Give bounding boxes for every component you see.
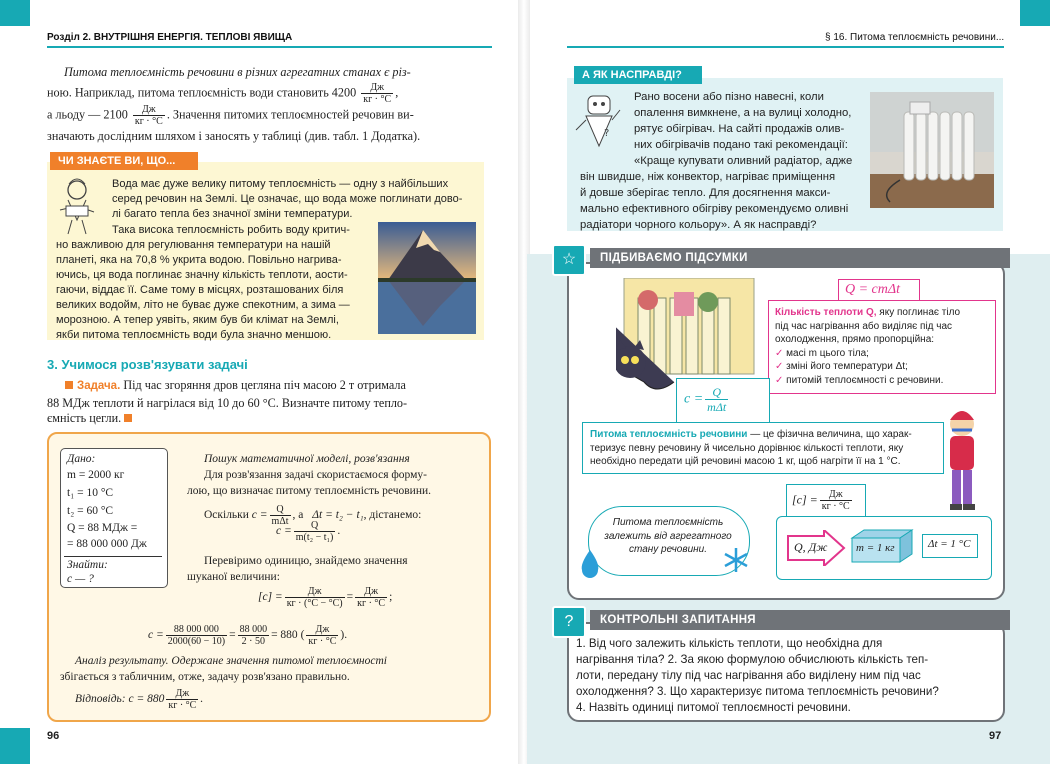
corner-tab (0, 0, 30, 26)
page-number: 96 (47, 730, 60, 742)
formula-q: Q = cmΔt (845, 282, 900, 297)
given-title: Дано: (67, 453, 96, 465)
arrow-q-label: Q, Дж (794, 540, 828, 554)
solution-title: Пошук математичної моделі, розв'язання (204, 453, 410, 465)
task-bullet (65, 381, 73, 389)
textbook-spread: Розділ 2. ВНУТРІШНЯ ЕНЕРГІЯ. ТЕПЛОВІ ЯВИЩА Питома теплоємність речовини в різних агрегатних станах є різ- ною. Наприклад, питома теплоємність води становить 4200 $\frac{Дж}{кг \cdot ^\circ С}$ , а льоду — 2100 $\frac{Дж}{кг \cdot ^\circ С}$ . Значення питомих теплоємностей речовин ви- значають дослідним шляхом і заносять у таблиці (див. табл. 1 Додатка). ЧИ ЗНАЄТЕ ВИ, ЩО... Вода має дуже велику питому теплоємність — одну з найбільших серед речовин на Землі. Це означає, що вода може поглинати дово- лі багато тепла без значної зміни температури. Така висока теплоємність робить воду критич- но важливою для регулювання температури на нашій планеті, яка на 70,8 % укрита водою. Повільно нагрива- ючись, ця вода поглинає значну кількість теплоти, аости- гаючи, віддає її. Саме тому в місцях, розташованих біля великих водойм, літо не буває дуже спекотним, а зима — морозною. А тепер уявіть, яким був би клімат на Землі, якби питома теплоємність води була значно меншою. 3. Учимося розв'язувати задачі Задача. Під час згоряння дров цегляна піч масою 2 т отримала 88 МДж теплоти й нагрілася від 10 до 60 °С. Визначте питому тепло- ємність цегли. Дано: m = 2000 кг t₁ = 10 °С t₂ = 60 °С Q = 88 МДж = = 88 000 000 Дж Знайти: c — ? Пошук математичної моделі, розв'язання Для розв'язання задачі скористаємося форму- лою, що визначає питому теплоємність речовини. Оскільки c = $\frac{Q}{\text{mΔt}}$ , а Δt = t₂ − t₁, дістанемо: c = $\frac{Q}{\text{m(t₂ − t₁)}}$ . Перевіримо одиницю, знайдемо значення шуканої величини: [c] = $\frac{Дж}{кг \cdot (^\circ С - ^\circ С)}$ = $\frac{Дж}{кг \cdot ^\circ С}$ ; c = $\frac{88 000 000}{2000(60 - 10)}$ = $\frac{88 000}{2 \cdot 50}$ = 880 ( $\frac{Дж}{кг \cdot ^\circ С}$ ). Аналіз результату. Одержане значення питомої теплоємності збігається з табличним, отже, задачу розв'язано правильно. Відповідь: c = 880 $\frac{Дж}{кг \cdot ^\circ С}$ . 96 § 16. Питома теплоємність речовини... А ЯК НАСПРАВДІ? ? Рано восени або пізно навесні, коли опалення вимкнене, а на вулиці холодно, рятує обігрівач. На сайті продажів олив- них обігрівачів подано такі рекомендації: «Краще купувати оливний радіатор, адже він швидше, ніж конвектор, нагріває приміщення й довше зберігає тепло. Для досягнення макси- мально ефективного обігріву рекомендуємо оливні радіатори чорного кольору». А як насправді? ПІДБИВАЄМО ПІДСУМКИ ☆ Q = cmΔt Кількість теплоти Q, яку поглинає тіло під час нагрівання або виділяє під час охолодження, прямо пропорційна: ✓ масі m цього тіла; ✓ зміні його температури Δt; ✓ питомій теплоємності c речовини. c = $\frac{Q}{\text{mΔt}}$ Питома теплоємність речовини — це фізична величина, що харак- теризує певну речовину й чисельно дорівнює кількості теплоти, яку необхідно передати цій речовині масою 1 кг, щоб нагріти її на 1 °С. [c] = $\frac{Дж}{кг \cdot ^\circ С}$ Питома теплоємність залежить від агрегатного стану речовини. Q, Дж m = 1 кг Δt = 1 °С КОНТРОЛЬНІ ЗАПИТАННЯ ? 1. Від чого залежить кількість теплоти, що необхідна для нагрівання тіла? 2. За якою формулою обчислюють кількість теп- лоти, передану тілу під час нагрівання або виділену ним під час охолодження? 3. Що характеризує питома теплоємність речовини? 4. Назвіть одиниці питомої теплоємності речовини. 97 (0, 0, 1050, 764)
did-you-know-title: ЧИ ЗНАЄТЕ ВИ, ЩО... (50, 152, 198, 170)
left-page: Розділ 2. ВНУТРІШНЯ ЕНЕРГІЯ. ТЕПЛОВІ ЯВИЩА Питома теплоємність речовини в різних агрегатних станах є різ- ною. Наприклад, питома теплоємність води становить 4200 $\frac{Дж}{кг \cdot ^\circ С}$ , а льоду — 2100 $\frac{Дж}{кг \cdot ^\circ С}$ . Значення питомих теплоємностей речовин ви- значають дослідним шляхом і заносять у таблиці (див. табл. 1 Додатка). ЧИ ЗНАЄТЕ ВИ, ЩО... Вода має дуже велику питому теплоємність — одну з найбільших серед речовин на Землі. Це означає, що вода може поглинати дово- лі багато тепла без значної зміни температури. Така висока теплоємність робить воду критич- но важливою для регулювання температури на нашій планеті, яка на 70,8 % укрита водою. Повільно нагрива- ючись, ця вода поглинає значну кількість теплоти, аости- гаючи, віддає її. Саме тому в місцях, розташованих біля великих водойм, літо не буває дуже спекотним, а зима — морозною. А тепер уявіть, яким був би клімат на Землі, якби питома теплоємність води була значно меншою. 3. Учимося розв'язувати задачі Задача. Під час згоряння дров цегляна піч масою 2 т отримала 88 МДж теплоти й нагрілася від 10 до 60 °С. Визначте питому тепло- ємність цегли. Дано: m = 2000 кг t₁ = 10 °С t₂ = 60 °С Q = 88 МДж = = 88 000 000 Дж Знайти: c — ? Пошук математичної моделі, розв'язання Для розв'язання задачі скористаємося форму- лою, що визначає питому теплоємність речовини. Оскільки c = $\frac{Q}{\text{mΔt}}$ , а Δt = t₂ − t₁, дістанемо: c = $\frac{Q}{\text{m(t₂ − t₁)}}$ . Перевіримо одиницю, знайдемо значення шуканої величини: [c] = $\frac{Дж}{кг \cdot (^\circ С - ^\circ С)}$ = $\frac{Дж}{кг \cdot ^\circ С}$ ; c = $\frac{88 000 000}{2000(60 - 10)}$ = $\frac{88 000}{2 \cdot 50}$ = 880 ( $\frac{Дж}{кг \cdot ^\circ С}$ ). Аналіз результату. Одержане значення питомої теплоємності збігається з табличним, отже, задачу розв'язано правильно. Відповідь: c = 880 $\frac{Дж}{кг \cdot ^\circ С}$ . 96 (0, 0, 520, 764)
summary-title: ПІДБИВАЄМО ПІДСУМКИ (590, 248, 1010, 268)
cube-mass-label: m = 1 кг (856, 542, 895, 554)
unit-formula: [c] = $\frac{Дж}{кг \cdot ^\circ С}$ (792, 489, 850, 512)
solution-line-2: лою, що визначає питому теплоємність речовини. (187, 485, 432, 497)
intro-text: ною. Наприклад, питома теплоємність води становить 4200 (47, 85, 357, 100)
analysis-line-2: збігається з табличним, отже, задачу розв'язано правильно. (60, 671, 350, 683)
given-t2: t₂ = 60 °С (67, 505, 114, 517)
thinking-robot-icon (574, 90, 624, 152)
c-definition: Питома теплоємність речовини — це фізична величина, що харак- теризує певну речовину й чисельно дорівнює кількості теплоти, яку необхідно передати цій речовині масою 1 кг, щоб нагріти її на 1 °С. (590, 429, 912, 467)
child-illustration (942, 404, 982, 512)
analysis-line-1: Аналіз результату. Одержане значення питомої теплоємності (75, 655, 387, 667)
heat-definition: Кількість теплоти Q, яку поглинає тіло під час нагрівання або виділяє під час охолодження, прямо пропорційна: ✓ масі m цього тіла; ✓ зміні його температури Δt; ✓ питомій теплоємності c речовини. (775, 307, 961, 386)
banner-arrow (182, 152, 198, 170)
running-header: § 16. Питома теплоємність речовини... (825, 32, 1005, 43)
given-t1: t₁ = 10 °С (67, 487, 114, 499)
header-rule (47, 46, 492, 48)
task-line-1: Задача. Під час згоряння дров цегляна піч масою 2 т отримала (47, 375, 492, 396)
solution-line-3: Оскільки c = $\frac{Q}{\text{mΔt}}$ , а Δt = t₂ − t₁, дістанемо: (204, 504, 422, 527)
delta-t-label: Δt = 1 °С (928, 538, 971, 550)
header-rule (567, 46, 1004, 48)
section-title: 3. Учимося розв'язувати задачі (47, 357, 248, 372)
unit-check-formula: [c] = $\frac{Дж}{кг \cdot (^\circ С - ^\circ С)}$ = $\frac{Дж}{кг \cdot ^\circ С}$ ; (258, 586, 393, 609)
trophy-icon: ☆ (552, 244, 586, 276)
unit-fraction: $\frac{Дж}{кг \cdot ^\circ С}$ (363, 82, 392, 105)
intro-line-3: а льоду — 2100 $\frac{Дж}{кг \cdot ^\circ С}$ . Значення питомих теплоємностей речовин ви- (47, 104, 414, 127)
formula-c: c = $\frac{Q}{\text{mΔt}}$ (684, 385, 727, 414)
state-bubble-text: Питома теплоємність залежить від агрегатного стану речовини. (604, 517, 732, 555)
really-title: А ЯК НАСПРАВДІ? (574, 66, 702, 84)
running-header: Розділ 2. ВНУТРІШНЯ ЕНЕРГІЯ. ТЕПЛОВІ ЯВИЩА (47, 32, 293, 43)
intro-line-2: ною. Наприклад, питома теплоємність води становить 4200 $\frac{Дж}{кг \cdot ^\circ С}$ , (47, 82, 399, 105)
task-line-2: 88 МДж теплоти й нагрілася від 10 до 60 °С. Визначте питому тепло- (47, 396, 408, 410)
check-line-2: шуканої величини: (187, 571, 280, 583)
find-c: c — ? (67, 573, 94, 585)
find-title: Знайти: (67, 559, 108, 571)
radiator-photo (870, 92, 994, 208)
corner-tab-bottom (0, 728, 30, 764)
snowflake-icon (722, 546, 750, 574)
answer-line: Відповідь: c = 880 $\frac{Дж}{кг \cdot ^\circ С}$ . (75, 688, 204, 711)
given-q: Q = 88 МДж = (67, 522, 138, 534)
task-end-bullet (124, 414, 132, 422)
solution-line-1: Для розв'язання задачі скористаємося форму- (204, 469, 427, 481)
task-line-3: ємність цегли. (47, 408, 492, 428)
page-number: 97 (989, 730, 1002, 742)
questions-title: КОНТРОЛЬНІ ЗАПИТАННЯ (590, 610, 1010, 630)
question-mark-icon: ? (552, 606, 586, 638)
check-line-1: Перевіримо одиницю, знайдемо значення (204, 555, 408, 567)
intro-line-4: значають дослідним шляхом і заносять у таблиці (див. табл. 1 Додатка). (47, 129, 421, 143)
banner-arrow (690, 66, 704, 84)
svg-text:?: ? (604, 128, 610, 139)
given-q-joules: = 88 000 000 Дж (67, 538, 147, 550)
formula-c-model: c = $\frac{Q}{\text{m(t₂ − t₁)}}$ . (276, 520, 341, 543)
mountain-lake-photo (378, 222, 476, 334)
intro-line-1: Питома теплоємність речовини в різних агрегатних станах є різ- (64, 65, 411, 79)
calculation-formula: c = $\frac{88 000 000}{2000(60 - 10)}$ = $\frac{88 000}{2 \cdot 50}$ = 880 ( $\frac{Дж}{кг \cdot ^\circ С}$ ). (148, 624, 348, 647)
unit-fraction: $\frac{Дж}{кг \cdot ^\circ С}$ (134, 104, 163, 127)
corner-tab (1020, 0, 1050, 26)
given-mass: m = 2000 кг (67, 469, 125, 481)
water-drop-icon (578, 548, 602, 580)
